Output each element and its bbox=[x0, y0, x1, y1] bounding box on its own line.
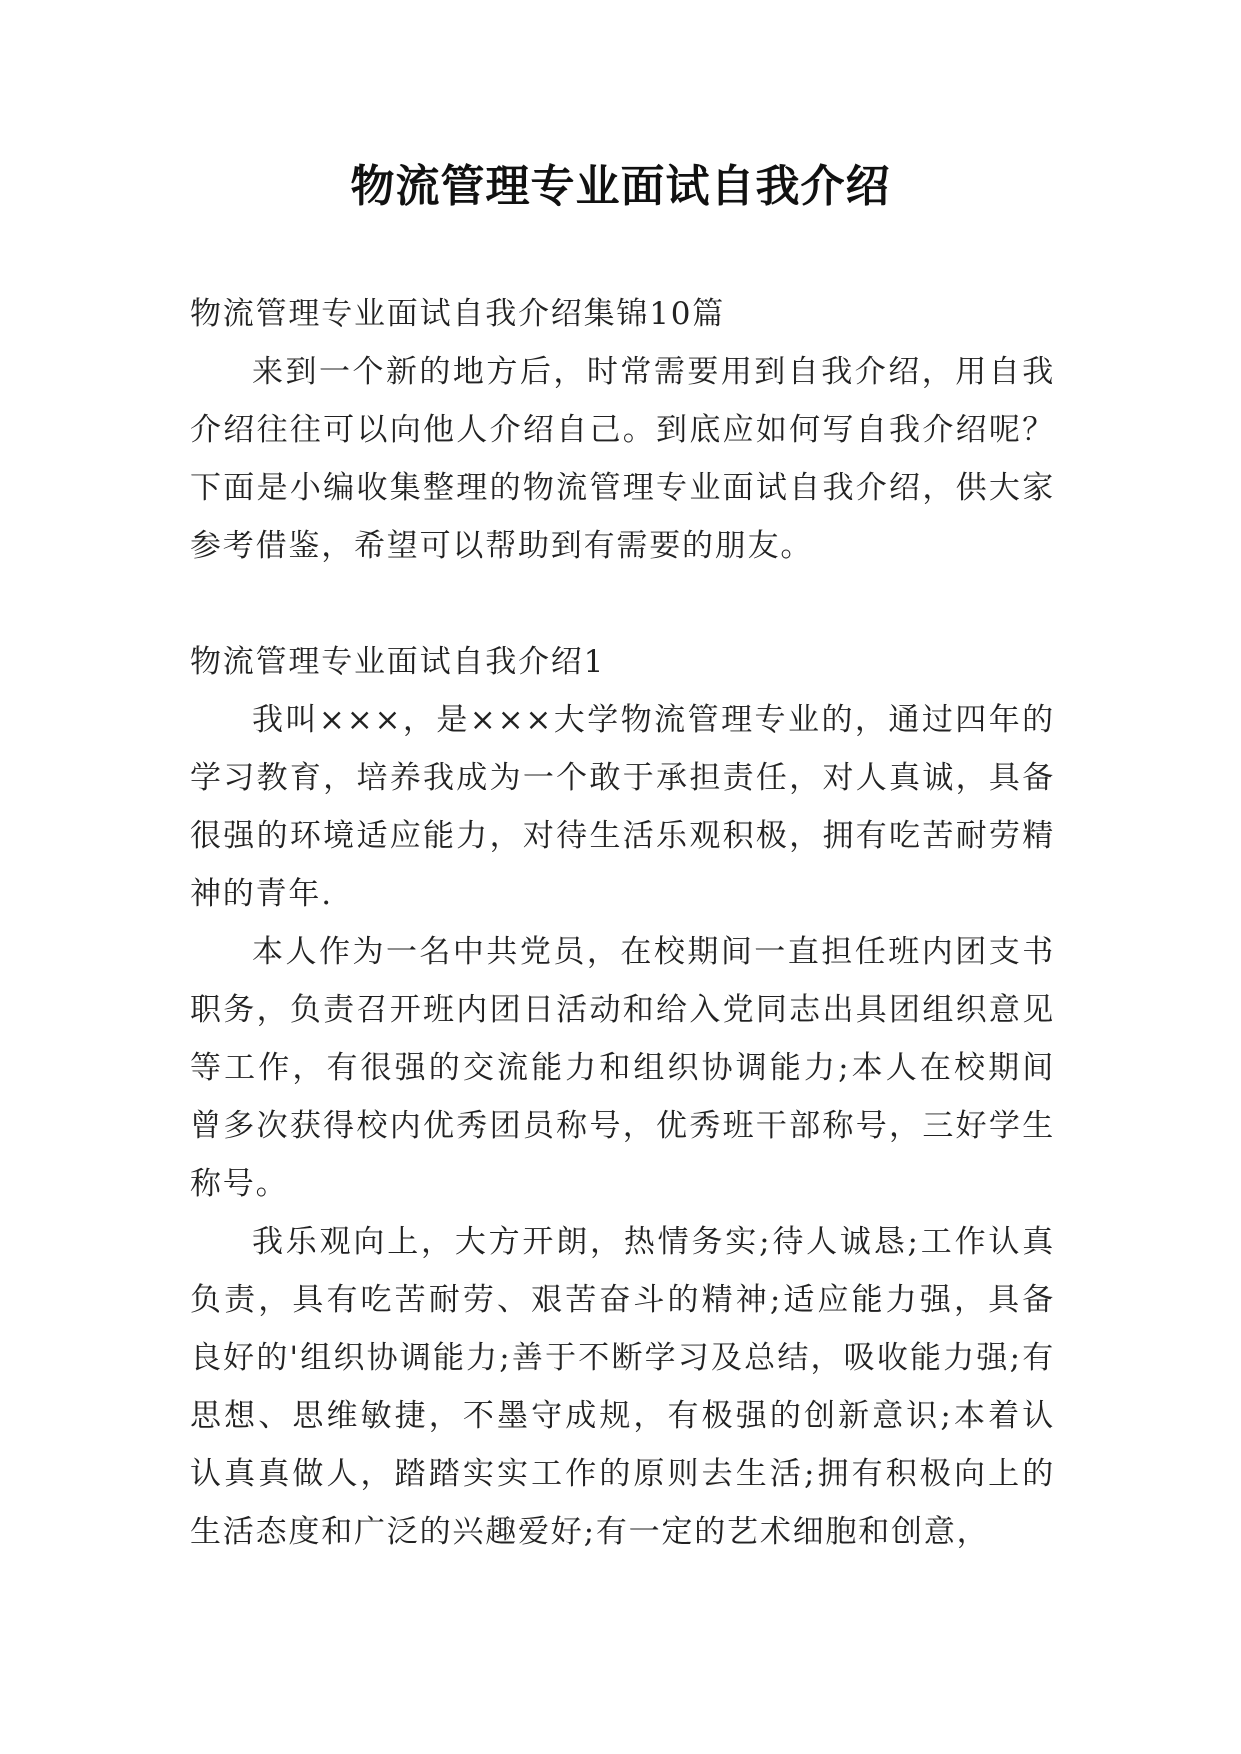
intro-paragraph: 来到一个新的地方后，时常需要用到自我介绍，用自我介绍往往可以向他人介绍自己。到底应如何写自我介绍呢？下面是小编收集整理的物流管理专业面试自我介绍，供大家参考借鉴，希望可以帮助到有需要的朋友。 bbox=[190, 354, 1055, 564]
body-paragraph: 我乐观向上，大方开朗，热情务实;待人诚恳;工作认真负责，具有吃苦耐劳、艰苦奋斗的精神;适应能力强，具备良好的'组织协调能力;善于不断学习及总结，吸收能力强;有思想、思维敏捷，不墨守成规，有极强的创新意识;本着认认真真做人，踏踏实实工作的原则去生活;拥有积极向上的生活态度和广泛的兴趣爱好;有一定的艺术细胞和创意， bbox=[190, 1224, 1055, 1550]
section-heading: 物流管理专业面试自我介绍1 bbox=[190, 644, 606, 680]
collection-subtitle: 物流管理专业面试自我介绍集锦10篇 bbox=[190, 296, 726, 332]
document-body bbox=[190, 285, 1055, 1561]
section-spacer bbox=[190, 575, 1055, 633]
body-paragraph: 本人作为一名中共党员，在校期间一直担任班内团支书职务，负责召开班内团日活动和给入党同志出具团组织意见等工作，有很强的交流能力和组织协调能力;本人在校期间曾多次获得校内优秀团员称号，优秀班干部称号，三好学生称号。 bbox=[190, 934, 1055, 1202]
body-paragraph: 我叫×××，是×××大学物流管理专业的，通过四年的学习教育，培养我成为一个敢于承担责任，对人真诚，具备很强的环境适应能力，对待生活乐观积极，拥有吃苦耐劳精神的青年. bbox=[190, 702, 1055, 912]
document-title: 物流管理专业面试自我介绍 bbox=[350, 161, 891, 212]
